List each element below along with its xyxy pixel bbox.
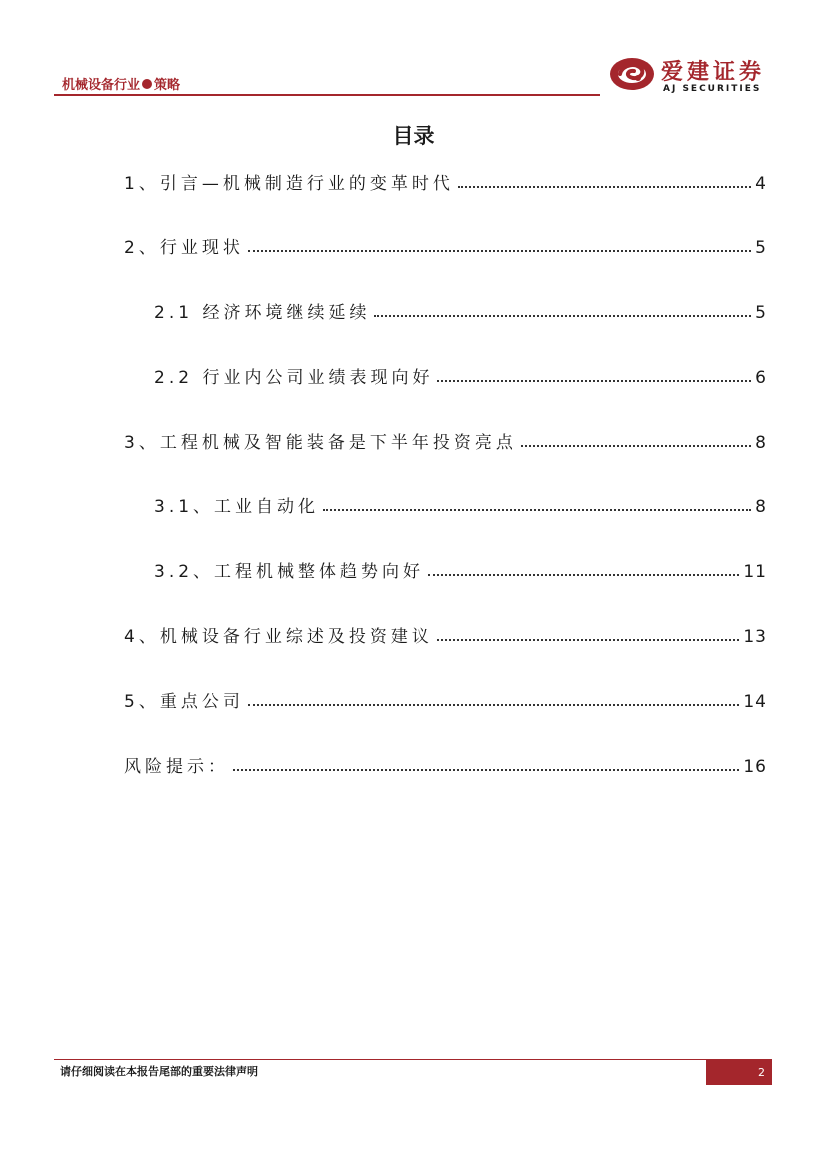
header-divider <box>54 94 600 96</box>
toc-title: 目录 <box>392 124 435 148</box>
dot-leader <box>248 250 751 252</box>
logo-name-cn: 爱建证券 <box>661 59 766 85</box>
toc-entry[interactable] <box>154 491 767 517</box>
toc-entry[interactable] <box>124 686 767 712</box>
toc-entry-page: 4 <box>755 174 767 194</box>
aj-logo-icon <box>608 56 656 92</box>
toc-entry[interactable] <box>124 168 767 194</box>
toc-entry-label: 2.2 行业内公司业绩表现向好 <box>154 368 434 388</box>
toc-entry-page: 6 <box>755 368 767 388</box>
footer-disclaimer: 请仔细阅读在本报告尾部的重要法律声明 <box>60 1065 258 1078</box>
toc-entry-label: 2.1 经济环境继续延续 <box>154 303 371 323</box>
dot-leader <box>428 574 739 576</box>
toc-entry-label: 风险提示： <box>124 757 229 777</box>
page-number <box>706 1059 772 1085</box>
toc-entry-label: 1、引言—机械制造行业的变革时代 <box>124 174 454 194</box>
toc-entry-page: 11 <box>743 562 767 582</box>
dot-leader <box>437 639 740 641</box>
toc-entry-page: 8 <box>755 497 767 517</box>
toc-entry-label: 3.1、工业自动化 <box>154 497 320 517</box>
toc-entry-label: 2、行业现状 <box>124 238 244 258</box>
toc-entry-page: 5 <box>755 303 767 323</box>
dot-leader <box>437 380 751 382</box>
logo-name-en: AJ SECURITIES <box>663 84 762 94</box>
toc-entry[interactable] <box>154 362 767 388</box>
toc-entry-page: 8 <box>755 433 767 453</box>
header-title-part2: 策略 <box>154 78 181 93</box>
toc-entry-label: 3、工程机械及智能装备是下半年投资亮点 <box>124 433 517 453</box>
toc-entry[interactable] <box>124 621 767 647</box>
toc-entry-page: 14 <box>743 692 767 712</box>
toc-entry[interactable] <box>124 232 767 258</box>
toc-entry-label: 4、机械设备行业综述及投资建议 <box>124 627 433 647</box>
dot-leader <box>521 445 751 447</box>
toc-entry-page: 13 <box>743 627 767 647</box>
toc-entry-label: 5、重点公司 <box>124 692 244 712</box>
dot-leader <box>374 315 751 317</box>
dot-leader <box>233 769 739 771</box>
header-title <box>62 74 180 93</box>
company-logo <box>608 52 773 100</box>
dot-leader <box>248 704 740 706</box>
toc-entry[interactable] <box>154 297 767 323</box>
dot-leader <box>323 509 751 511</box>
toc-entry-page: 16 <box>743 757 767 777</box>
footer-divider <box>54 1059 772 1060</box>
bullet-dot-icon <box>142 79 152 89</box>
dot-leader <box>458 186 751 188</box>
header-title-part1: 机械设备行业 <box>62 78 141 93</box>
toc-entry[interactable] <box>124 751 767 777</box>
page-number-label: 2 <box>758 1065 765 1079</box>
toc-entry[interactable] <box>154 556 767 582</box>
toc-entry-page: 5 <box>755 238 767 258</box>
toc-entry[interactable] <box>124 427 767 453</box>
toc-entry-label: 3.2、工程机械整体趋势向好 <box>154 562 425 582</box>
